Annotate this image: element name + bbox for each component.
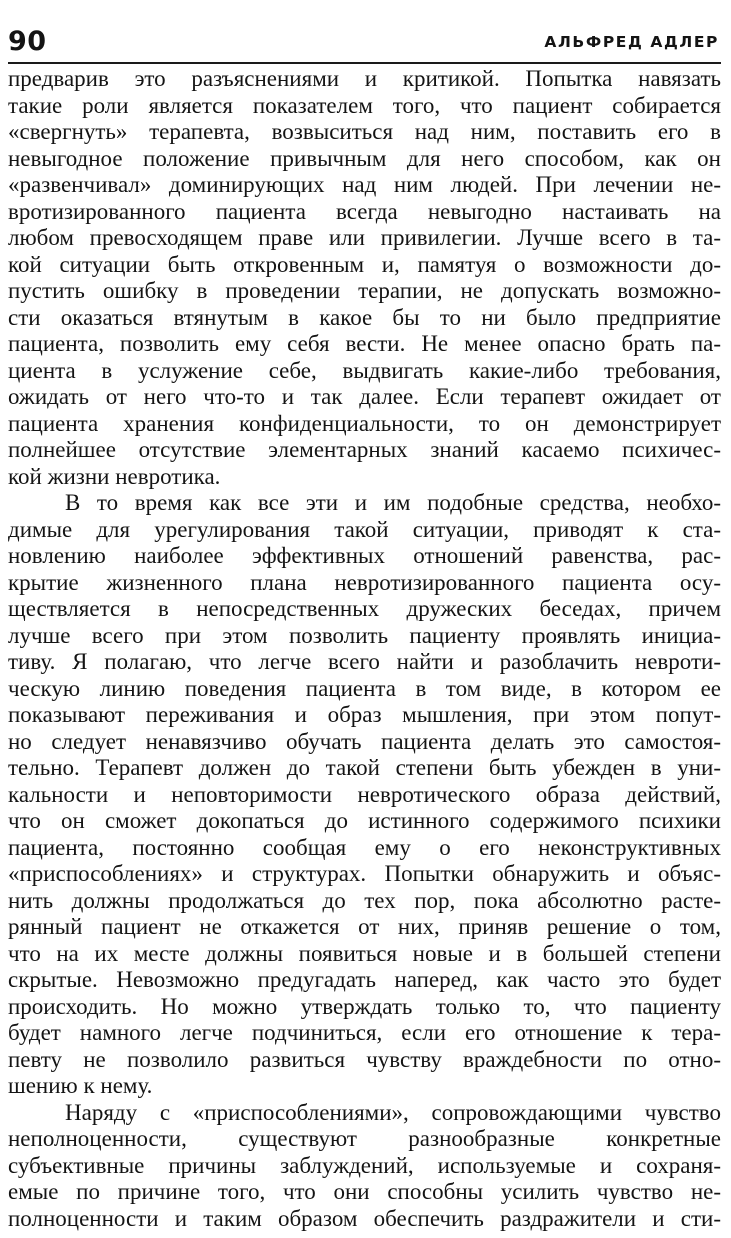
text-line: лучше всего при этом позволить пациенту проявлять инициа- bbox=[8, 622, 721, 648]
text-line: будет намного легче подчиниться, если его отношение к тера- bbox=[8, 1020, 721, 1045]
text-line: происходить. Но можно утверждать только то, что пациенту bbox=[8, 993, 721, 1019]
text-line: сти оказаться втянутым в какое бы то ни было предприятие bbox=[8, 304, 721, 330]
text-line: пустить ошибку в проведении терапии, не допускать возможно- bbox=[8, 278, 721, 303]
text-line: ожидать от него что-то и так далее. Если терапевт ожидает от bbox=[8, 384, 721, 409]
text-line: емые по причине того, что они способны усилить чувство не- bbox=[8, 1179, 721, 1204]
text-line: предварив это разъяснениями и критикой. Попытка навязать bbox=[8, 66, 721, 91]
text-line: кой жизни невротика. bbox=[8, 463, 221, 489]
text-line: рянный пациент не откажется от них, приняв решение о том, bbox=[8, 914, 721, 939]
text-line: крытие жизненного плана невротизированного пациента осу- bbox=[8, 569, 721, 595]
text-line: кальности и неповторимости невротического образа действий, bbox=[8, 781, 721, 807]
paragraph bbox=[8, 66, 721, 490]
text-line: пациента хранения конфиденциальности, то он демонстрирует bbox=[8, 410, 721, 436]
paragraph bbox=[8, 490, 721, 1100]
text-line: димые для урегулирования такой ситуации, приводят к ста- bbox=[8, 516, 721, 542]
text-line: что он сможет докопаться до истинного содержимого психики bbox=[8, 808, 721, 833]
text-line: показывают переживания и образ мышления, при этом попут- bbox=[8, 702, 721, 727]
text-line: кой ситуации быть откровенным и, памятуя о возможности до- bbox=[8, 251, 721, 277]
text-line: скрытые. Невозможно предугадать наперед, как часто это будет bbox=[8, 967, 721, 992]
text-line: тельно. Терапевт должен до такой степени быть убежден в уни- bbox=[8, 755, 721, 780]
text-line: «приспособлениях» и структурах. Попытки обнаружить и объяс- bbox=[8, 861, 721, 886]
text-line: такие роли является показателем того, что пациент собирается bbox=[8, 92, 721, 118]
text-line: вротизированного пациента всегда невыгодно настаивать на bbox=[8, 198, 721, 224]
paragraph bbox=[8, 1100, 721, 1233]
body-text bbox=[8, 66, 721, 1232]
text-line: «свергнуть» терапевта, возвыситься над ним, поставить его в bbox=[8, 119, 721, 144]
text-line: полнейшее отсутствие элементарных знаний касаемо психичес- bbox=[8, 437, 721, 462]
text-line: Наряду с «приспособлениями», сопровождающими чувство bbox=[65, 1099, 721, 1125]
text-line: пациента, постоянно сообщая ему о его неконструктивных bbox=[8, 834, 721, 860]
text-line: ческую линию поведения пациента в том виде, в котором ее bbox=[8, 675, 721, 701]
text-line: циента в услужение себе, выдвигать какие-либо требования, bbox=[8, 357, 721, 383]
page-number: 90 bbox=[8, 26, 47, 57]
text-line: нить должны продолжаться до тех пор, пока абсолютно расте- bbox=[8, 887, 721, 913]
text-line: субъективные причины заблуждений, используемые и сохраня- bbox=[8, 1152, 721, 1178]
text-line: невыгодное положение привычным для него способом, как он bbox=[8, 145, 721, 171]
text-line: новлению наиболее эффективных отношений равенства, рас- bbox=[8, 543, 721, 568]
text-line: В то время как все эти и им подобные средства, необхо- bbox=[65, 490, 721, 515]
text-line: тиву. Я полагаю, что легче всего найти и разоблачить невроти- bbox=[8, 649, 721, 674]
text-line: но следует ненавязчиво обучать пациента делать это самостоя- bbox=[8, 728, 721, 754]
text-line: любом превосходящем праве или привилегии. Лучше всего в та- bbox=[8, 225, 721, 250]
text-line: что на их месте должны появиться новые и в большей степени bbox=[8, 940, 721, 966]
running-head bbox=[8, 22, 721, 64]
text-line: неполноценности, существуют разнообразные конкретные bbox=[8, 1126, 721, 1151]
text-line: «развенчивал» доминирующих над ним людей. При лечении не- bbox=[8, 172, 721, 197]
text-line: ществляется в непосредственных дружеских беседах, причем bbox=[8, 596, 721, 621]
text-line: полноценности и таким образом обеспечить раздражители и сти- bbox=[8, 1205, 721, 1231]
text-line: пациента, позволить ему себя вести. Не менее опасно брать па- bbox=[8, 331, 721, 356]
running-title: АЛЬФРЕД АДЛЕР bbox=[544, 33, 719, 51]
text-line: певту не позволило развиться чувству враждебности по отно- bbox=[8, 1046, 721, 1072]
text-line: шению к нему. bbox=[8, 1073, 153, 1098]
